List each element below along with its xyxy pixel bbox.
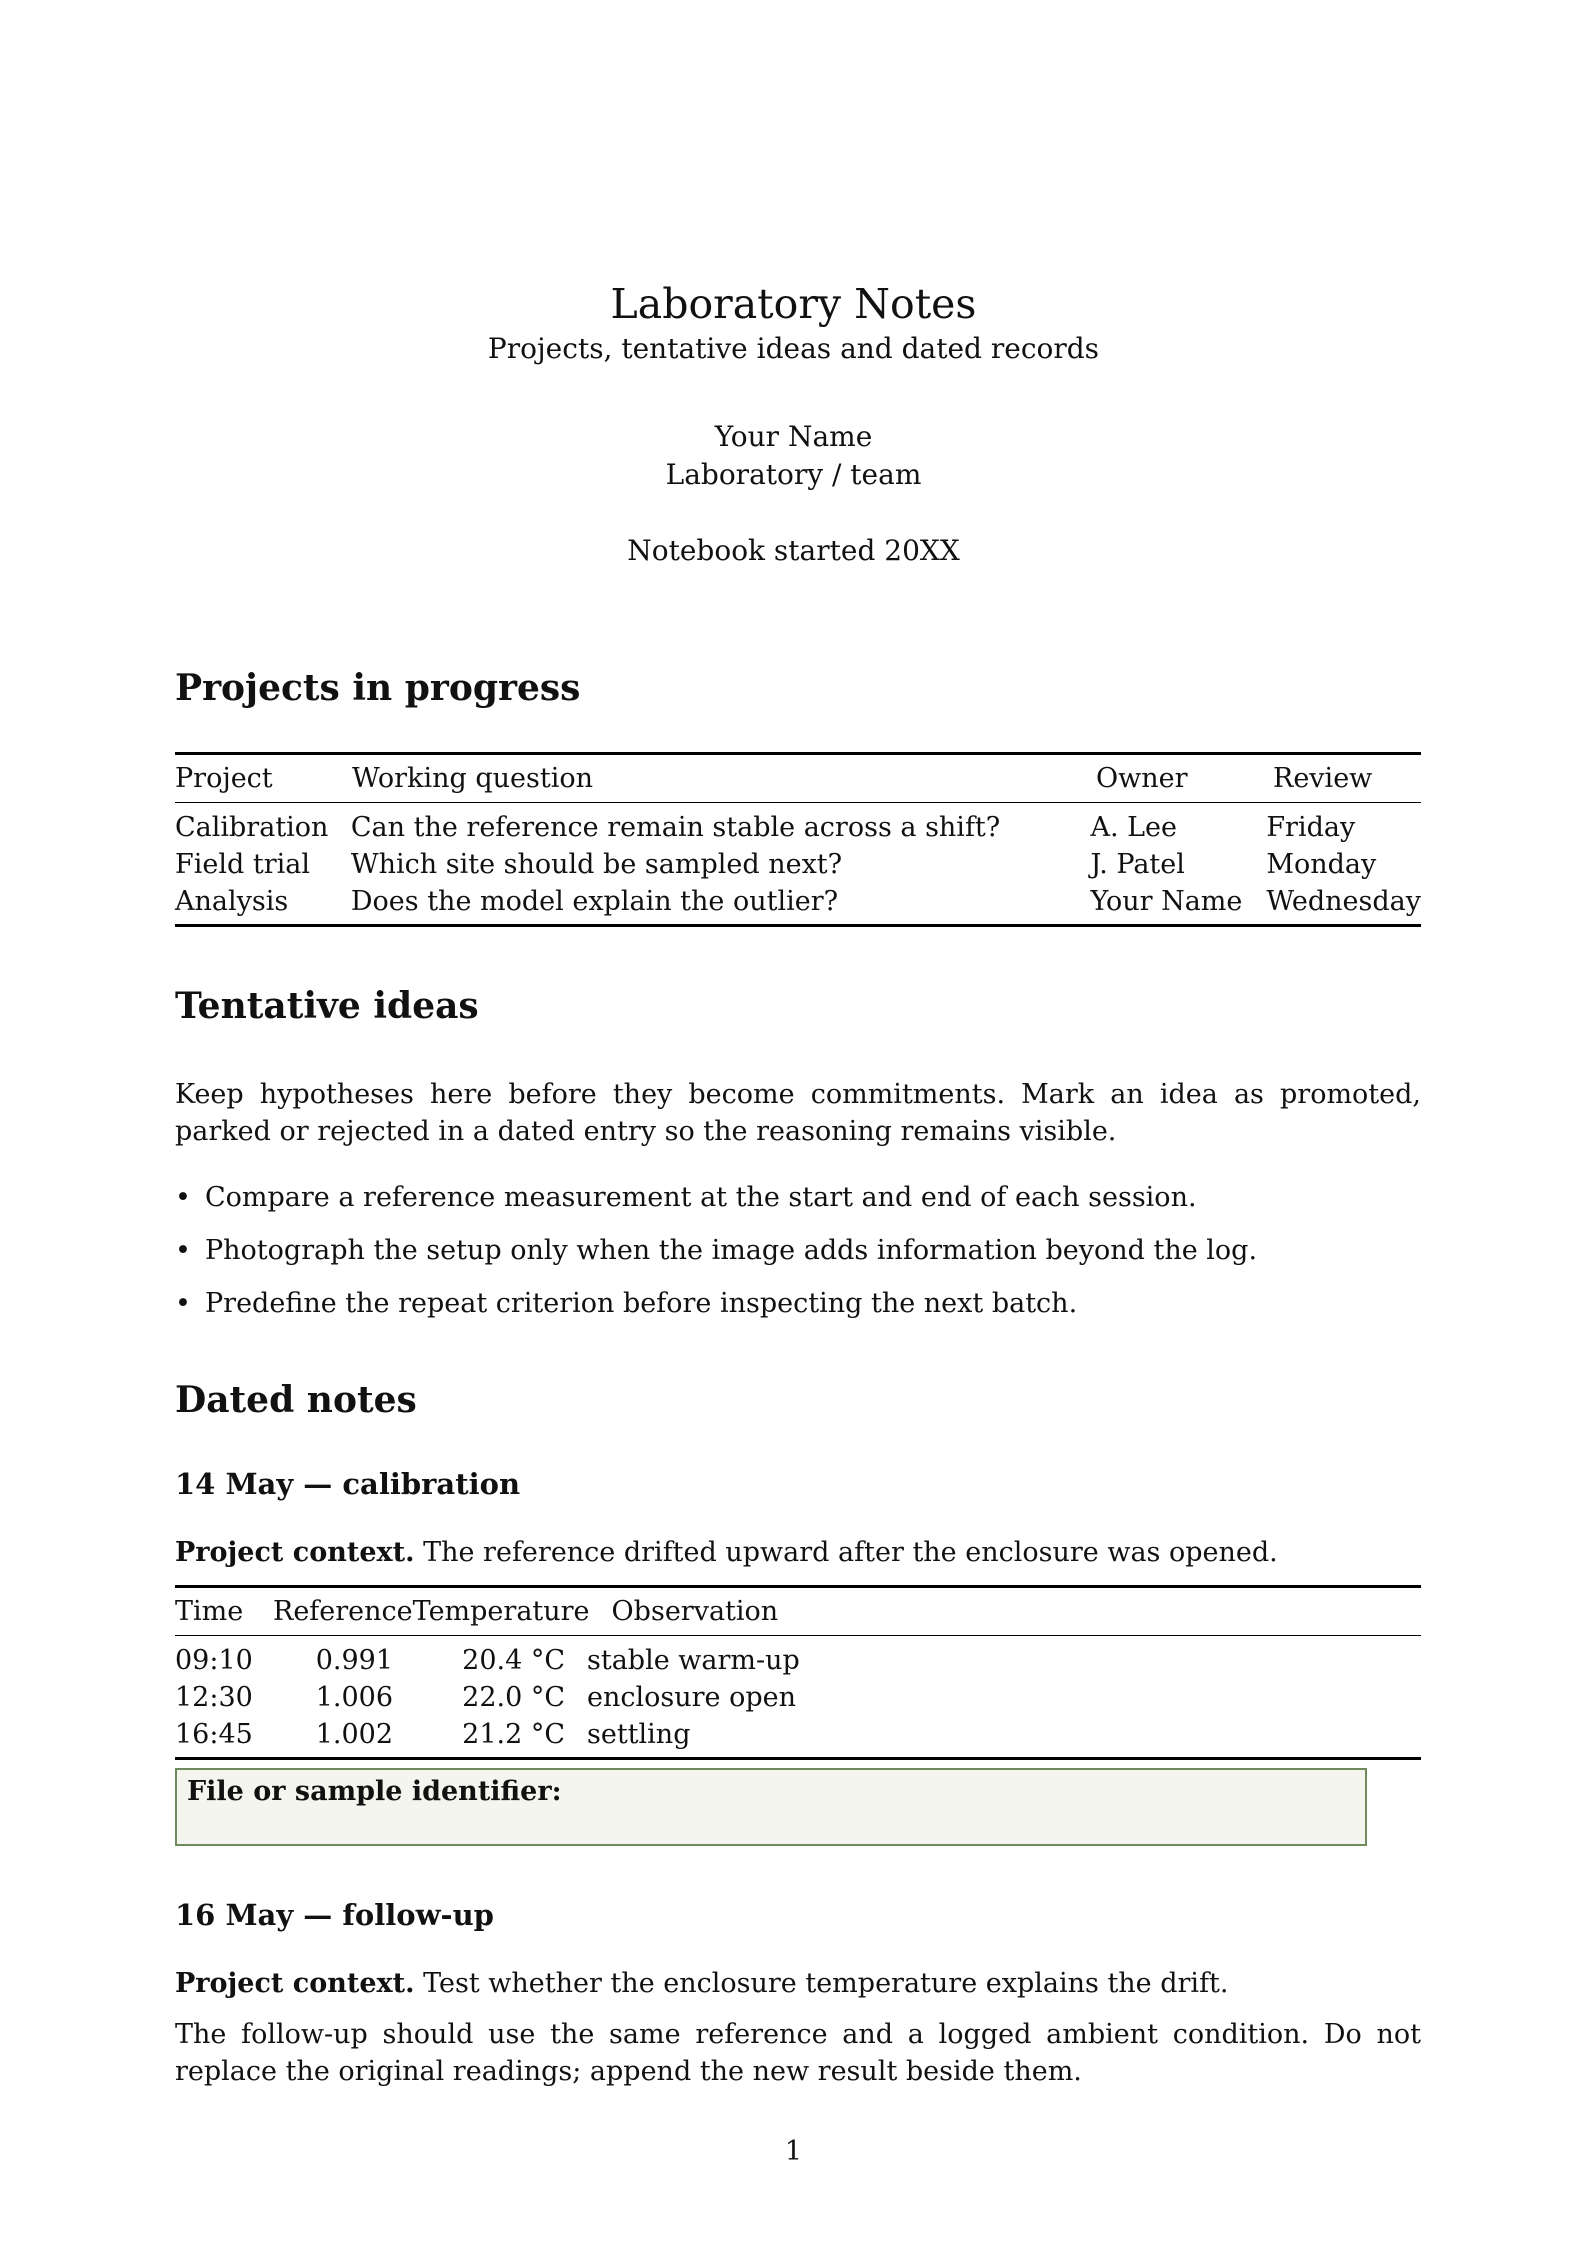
projects-heading: Projects in progress [175,667,581,709]
entry-context [175,1534,1421,1571]
sample-identifier-box[interactable] [175,1768,1367,1846]
table-mid-rule [175,802,1421,803]
table-cell: Your Name [1090,886,1243,917]
column-header: Owner [1096,763,1188,794]
entry-title: 16 May — follow-up [175,1898,494,1932]
list-item [175,1285,1421,1322]
table-cell: 0.991 [315,1645,393,1676]
page-number: 1 [784,2136,803,2167]
table-cell: stable warm-up [587,1645,800,1676]
document-title: Laboratory Notes [610,280,977,328]
table-cell: Does the model explain the outlier? [350,886,839,917]
title-block [0,278,1587,570]
column-header: Time [175,1596,244,1627]
bullet-icon: • [175,1182,191,1213]
entry-body: The follow-up should use the same reference and a logged ambient condition. Do not replace the original readings; append the new result beside them. [175,2019,1421,2087]
table-cell: 1.002 [315,1719,393,1750]
list-item [175,1232,1421,1269]
list-item [175,1179,1421,1216]
readings-table [175,1588,890,1635]
table-cell: Wednesday [1266,886,1421,917]
projects-section [175,664,1421,712]
bullet-icon: • [175,1235,191,1266]
table-cell: J. Patel [1090,849,1185,880]
dated-entry-14-may [175,1464,1421,1571]
column-header: Working question [352,763,593,794]
table-cell: 22.0 °C [462,1682,565,1713]
column-header: Temperature [412,1596,590,1627]
table-row [175,1679,865,1716]
readings-table-wrap [175,1585,1421,1760]
dated-notes-heading: Dated notes [175,1379,417,1421]
dated-entry-16-may [175,1895,1421,2090]
table-cell: 12:30 [175,1682,253,1713]
column-header: Observation [611,1596,779,1627]
table-cell: 16:45 [175,1719,253,1750]
bullet-icon: • [175,1288,191,1319]
list-item-text: Photograph the setup only when the image adds information beyond the log. [205,1235,1258,1266]
table-cell: enclosure open [587,1682,796,1713]
table-cell: A. Lee [1090,812,1178,843]
notebook-start-date: Notebook started 20XX [627,534,960,567]
table-cell: 09:10 [175,1645,253,1676]
column-header: Project [175,763,273,794]
projects-table-body [175,809,1421,920]
context-label: Project context. [175,1968,415,1999]
author-affiliation: Laboratory / team [665,458,922,491]
ideas-heading: Tentative ideas [175,985,479,1027]
ideas-list [175,1179,1421,1322]
table-cell: Field trial [175,849,310,880]
table-header-row [175,1588,890,1635]
context-label: Project context. [175,1537,415,1568]
context-text: The reference drifted upward after the enclosure was opened. [423,1537,1278,1568]
table-bottom-rule [175,1757,1421,1760]
table-cell: 20.4 °C [462,1645,565,1676]
table-cell: Analysis [175,886,289,917]
projects-table [175,755,1421,802]
dated-notes-section [175,1376,1421,1424]
table-cell: Friday [1266,812,1356,843]
readings-table-body [175,1642,865,1753]
ideas-section [175,982,1421,1338]
context-text: Test whether the enclosure temperature explains the drift. [423,1968,1229,1999]
ideas-intro: Keep hypotheses here before they become commitments. Mark an idea as promoted, parked or rejected in a dated entry so the reasoning remains visible. [175,1079,1421,1147]
projects-table-wrap [175,752,1421,927]
table-cell: settling [587,1719,691,1750]
table-row [175,883,1421,920]
list-item-text: Predefine the repeat criterion before inspecting the next batch. [205,1288,1078,1319]
author-block [0,418,1587,494]
entry-title: 14 May — calibration [175,1467,521,1501]
table-row [175,1716,865,1753]
table-row [175,846,1421,883]
table-cell: 1.006 [315,1682,393,1713]
sample-identifier-box-wrap [175,1768,1367,1846]
table-cell: Calibration [175,812,329,843]
table-header-row [175,755,1421,802]
table-cell: Monday [1266,849,1377,880]
table-cell: Which site should be sampled next? [350,849,843,880]
table-row [175,1642,865,1679]
table-mid-rule [175,1635,1421,1636]
document-subtitle: Projects, tentative ideas and dated records [487,332,1100,365]
sample-identifier-label: File or sample identifier: [187,1776,562,1807]
list-item-text: Compare a reference measurement at the start and end of each session. [205,1182,1197,1213]
author-name: Your Name [714,420,873,453]
table-row [175,809,1421,846]
column-header: Review [1273,763,1373,794]
table-cell: Can the reference remain stable across a shift? [350,812,1001,843]
column-header: Reference [273,1596,413,1627]
table-cell: 21.2 °C [462,1719,565,1750]
entry-context [175,1965,1421,2002]
table-bottom-rule [175,924,1421,927]
